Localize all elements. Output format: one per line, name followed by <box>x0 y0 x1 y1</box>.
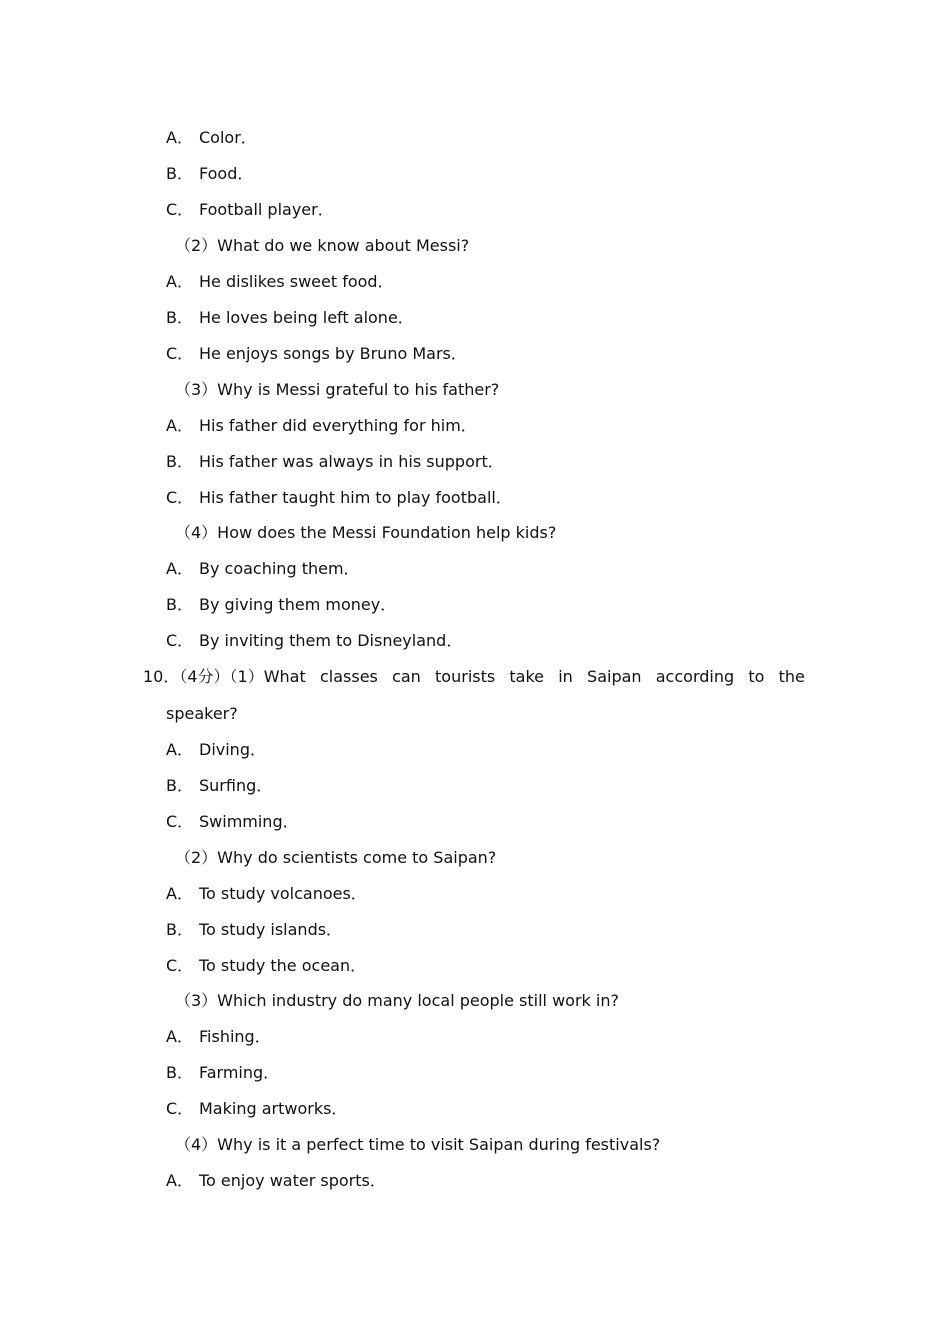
option-letter: A． <box>166 1027 193 1046</box>
option-letter: A． <box>166 559 193 578</box>
option-text: Color． <box>199 128 257 147</box>
option-letter: A． <box>166 128 193 147</box>
option-letter: B． <box>166 452 193 471</box>
option-text: His father did everything for him． <box>199 416 477 435</box>
q9-sub3-option-c <box>166 488 512 508</box>
question-word: the <box>778 667 805 686</box>
q10-sub1-option-c <box>166 812 299 832</box>
option-text: His father taught him to play football． <box>199 488 512 507</box>
q10-sub4-option-a <box>166 1171 386 1191</box>
q10-sub1-option-b <box>166 776 272 796</box>
question-word: tourists <box>435 667 496 686</box>
option-letter: B． <box>166 595 193 614</box>
q9-sub1-option-b <box>166 164 253 184</box>
question-word: can <box>392 667 421 686</box>
q10-question-line1 <box>143 667 805 687</box>
question-word: in <box>558 667 573 686</box>
q10-sub3-question: （3）Which industry do many local people still work in? <box>175 991 619 1010</box>
option-letter: C． <box>166 344 194 363</box>
q10-sub1-option-a <box>166 740 266 760</box>
q9-sub2-question: （2）What do we know about Messi? <box>175 236 470 255</box>
q9-sub3-option-a <box>166 416 477 436</box>
question-word: classes <box>319 667 378 686</box>
q10-sub2-option-a <box>166 884 367 904</box>
option-letter: A． <box>166 884 193 903</box>
q9-sub3-question: （3）Why is Messi grateful to his father? <box>175 380 500 399</box>
q9-sub4-question: （4）How does the Messi Foundation help kids? <box>175 523 557 542</box>
option-text: His father was always in his support． <box>199 452 504 471</box>
q10-sub2-option-b <box>166 920 342 940</box>
question-word: take <box>509 667 545 686</box>
q9-sub2-option-c <box>166 344 467 364</box>
option-text: Making artworks． <box>199 1099 348 1118</box>
option-text: Swimming． <box>199 812 299 831</box>
option-text: By inviting them to Disneyland． <box>199 631 463 650</box>
q10-sub4-question: （4）Why is it a perfect time to visit Saipan during festivals? <box>175 1135 661 1154</box>
q10-question-line2: speaker? <box>166 704 238 723</box>
option-letter: B． <box>166 308 193 327</box>
option-text: He loves being left alone． <box>199 308 414 327</box>
option-text: To study islands． <box>199 920 343 939</box>
option-letter: B． <box>166 776 193 795</box>
q10-sub3-option-b <box>166 1063 279 1083</box>
q10-sub2-question: （2）Why do scientists come to Saipan? <box>175 848 497 867</box>
q9-sub4-option-b <box>166 595 396 615</box>
question-word: according <box>655 667 735 686</box>
option-text: Farming． <box>199 1063 280 1082</box>
option-text: Fishing． <box>199 1027 271 1046</box>
q9-sub1-option-c <box>166 200 334 220</box>
option-text: To study volcanoes． <box>199 884 367 903</box>
option-text: By giving them money． <box>199 595 397 614</box>
option-letter: A． <box>166 416 193 435</box>
option-letter: C． <box>166 1099 194 1118</box>
option-text: Diving． <box>199 740 266 759</box>
option-text: Food． <box>199 164 254 183</box>
q10-sub2-option-c <box>166 956 366 976</box>
option-letter: B． <box>166 164 193 183</box>
q9-sub2-option-a <box>166 272 394 292</box>
option-letter: A． <box>166 740 193 759</box>
q9-sub1-option-a <box>166 128 257 148</box>
q9-sub2-option-b <box>166 308 414 328</box>
option-letter: B． <box>166 920 193 939</box>
option-text: By coaching them． <box>199 559 360 578</box>
q10-sub3-option-c <box>166 1099 347 1119</box>
option-text: Surfing． <box>199 776 273 795</box>
q9-sub3-option-b <box>166 452 504 472</box>
q9-sub4-option-a <box>166 559 360 579</box>
option-letter: C． <box>166 200 194 219</box>
option-text: To enjoy water sports． <box>199 1171 386 1190</box>
option-letter: A． <box>166 1171 193 1190</box>
option-letter: C． <box>166 631 194 650</box>
option-letter: C． <box>166 956 194 975</box>
option-text: Football player． <box>199 200 334 219</box>
option-letter: B． <box>166 1063 193 1082</box>
option-text: To study the ocean． <box>199 956 367 975</box>
question-word: Saipan <box>587 667 642 686</box>
question-word: to <box>748 667 765 686</box>
q9-sub4-option-c <box>166 631 462 651</box>
option-letter: A． <box>166 272 193 291</box>
question-word: 10．（4分）（1）What <box>143 667 306 686</box>
option-text: He enjoys songs by Bruno Mars． <box>199 344 467 363</box>
option-letter: C． <box>166 488 194 507</box>
q10-sub3-option-a <box>166 1027 271 1047</box>
option-letter: C． <box>166 812 194 831</box>
option-text: He dislikes sweet food． <box>199 272 394 291</box>
